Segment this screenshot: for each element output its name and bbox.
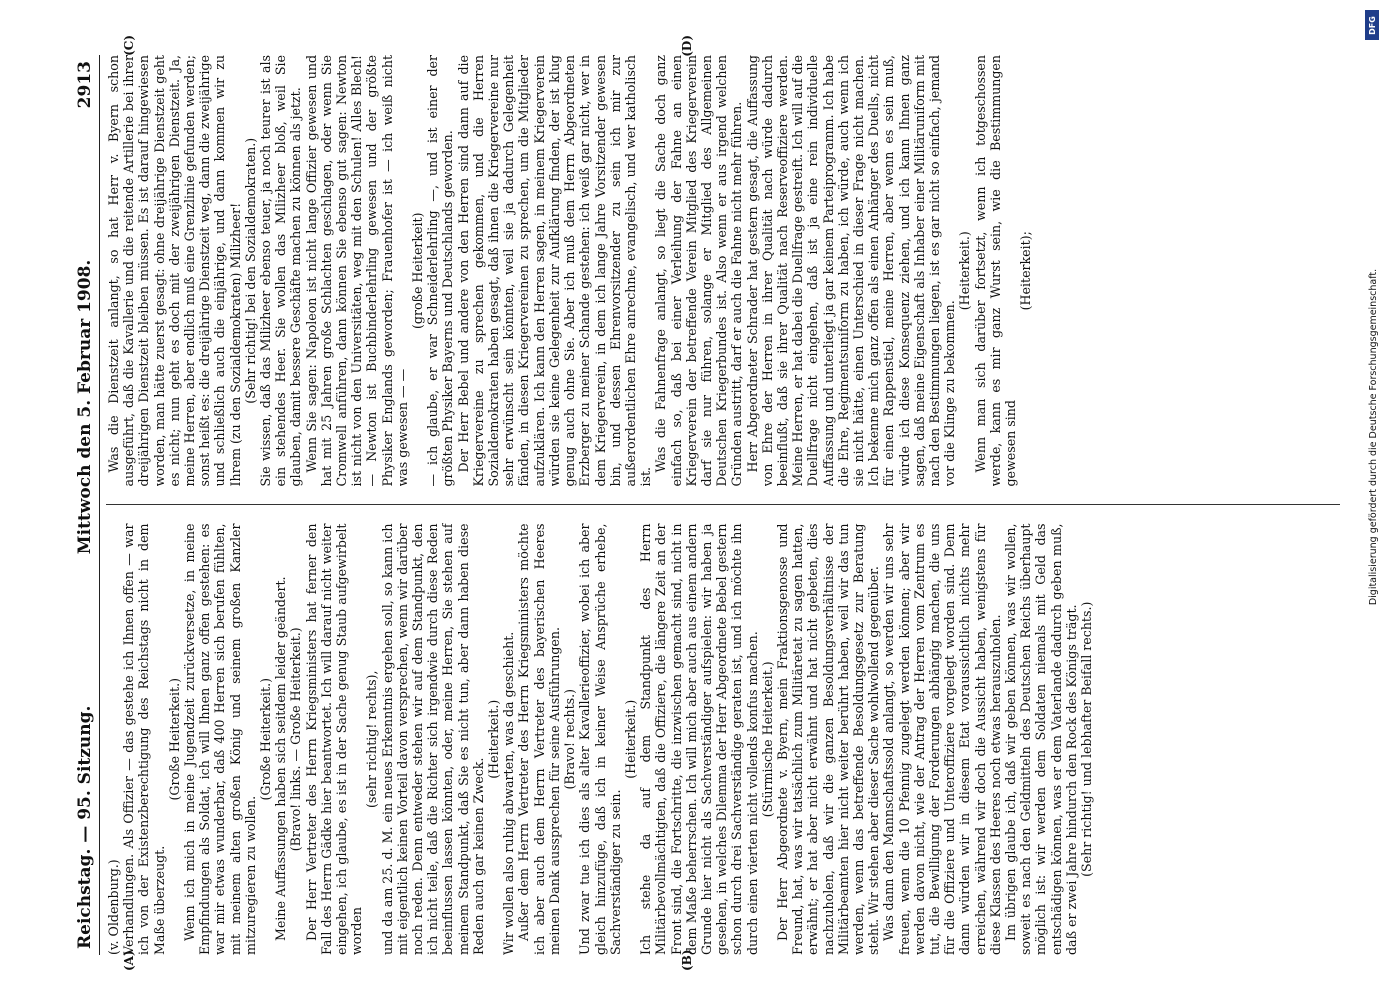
paragraph: — ich glaube, er war Schneiderlehrling —, und ist einer der größten Physiker Bayerns und Deutschlands geworden. xyxy=(425,55,456,487)
interjection: (Sehr richtig! bei den Sozialdemokraten.) xyxy=(242,137,258,404)
column-divider xyxy=(106,505,1340,506)
interjection: (Heiterkeit.) xyxy=(622,699,638,779)
paragraph: Herr Abgeordneter Schrader hat gestern gesagt, die Auffassung von Ehre der Herren in ihrer Qualität nach würde dadurch beeinflußt, daß sie ihrer Qualität nach Reserveoffiziere werden. Meine Herren, er hat dabei die Duellfrage gestreift. Ich will auf die Duellfrage nicht eingehen, daß ist ja eine rein individuelle Auffassung und unterliegt ja gar keinem Parteiprogramm. Ich habe die Ehre, Regimentsuniform zu haben, ich würde, auch wenn ich sie nicht hätte, einen Unterschied in dieser Frage nicht machen. Ich bekenne mich ganz offen als einen Anhänger des Duells, nicht für einen Rappenstiel, meine Herren, aber wenn es sein muß, würde ich diese Konsequenz ziehen, und ich kann Ihnen ganz sagen, daß meine Eigenschaft als Inhaber einer Militäruniform mit nach den Bestimmungen liegen, ist es gar nicht so einfach, jemand vor die Klinge zu bekommen. xyxy=(744,55,958,487)
margin-marker-a: (A) xyxy=(122,950,136,971)
interjection: (sehr richtig! rechts), xyxy=(364,670,380,808)
paragraph: Meine Auffassungen haben sich seitdem leider geändert. xyxy=(273,576,289,941)
interjection: (Große Heiterkeit.) xyxy=(258,677,274,801)
paragraph: Der Herr Bebel und andere von den Herren sind dann auf die Kriegervereine zu sprechen gekommen, und die Herren Sozialdemokraten haben gesagt, daß ihnen die Kriegervereine nur sehr erwünscht sein könnten, weil sie ja dadurch Gelegenheit fänden, in diesen Kriegervereinen zu sprechen, um die Mitglieder aufzuklären. Ich kann den Herren sagen, in meinem Kriegerverein würden sie keine Gelegenheit zur Aufklärung finden, der ist klug genug auch ohne Sie. Aber ich muß dem Herrn Abgeordneten Erzberger zu meiner Schande gestehen: ich weiß gar nicht, wer in dem Kriegerverein, in dem ich lange Jahre Vorsitzender gewesen bin, und dessen Ehrenvorsitzender zu sein ich mir zur außerordentlichen Ehre anrechne, evangelisch, und wer katholisch ist. xyxy=(455,55,654,487)
margin-marker-c: (C) xyxy=(122,35,136,56)
interjection: (Sehr richtig! und lebhafter Beifall rechts.) xyxy=(1079,601,1094,877)
paragraph: Was die Dienstzeit anlangt, so hat Herr v. Byern schon ausgeführt, daß die Kavallerie und die reitende Artillerie bei ihrer dreijährigen Dienstzeit bleiben müssen. Es ist darauf hingewiesen worden, man hätte zuerst gesagt: ohne dreijährige Dienstzeit geht es nicht; nun geht es doch mit der zweijährigen Dienstzeit. Ja, meine Herren, aber endlich muß eine Grenzlinie gefunden werden; sonst heißt es: die dreijährige Dienstzeit weg, dann die zweijährige und schließlich auch die einjährige, und dann kommen wir zu Ihrem (zu den Sozialdemokraten) Milizheer! xyxy=(106,55,243,487)
rotated-page xyxy=(60,35,1340,971)
paragraph: und da am 25. d. M. ein neues Erkenntnis ergehen soll, so kann ich mit eigentlich keinen Vorteil davon versprechen, wenn wir darüber noch reden. Denn entweder stehen wir auf dem Standpunkt, den ich nicht teile, daß die Richter sich irgendwie durch diese Reden beeinflussen lassen könnten, oder, meine Herren, Sie stehen auf meinem Standpunkt, daß Sie es nicht tun, aber dann haben diese Reden auch gar keinen Zweck. xyxy=(379,523,486,955)
interjection: (große Heiterkeit) xyxy=(410,212,426,330)
text-columns xyxy=(106,55,1340,955)
running-head xyxy=(60,55,100,955)
dfg-logo xyxy=(1365,10,1379,40)
paragraph: Wenn man sich darüber fortsetzt, wenn ich totgeschossen werde, kann es mir ganz Wurst sein, wie die Bestimmungen gewesen sind xyxy=(972,55,1018,487)
left-column xyxy=(106,524,1340,956)
paragraph: Und zwar tue ich dies als alter Kavallerieoffizier, wobei ich aber gleich hinzufüge, daß ich in keiner Weise Ansprüche erhebe, Sachverständiger zu sein. xyxy=(577,523,623,955)
paragraph: Ich stehe da auf dem Standpunkt des Herrn Militärbevollmächtigten, daß die Offiziere, die längere Zeit an der Front sind, die Fortschritte, die inzwischen gemacht sind, nicht in dem Maße beherrschen. Ich will mich aber auch aus einem andern Grunde hier nicht als Sachverständiger aufspielen: wir haben ja gesehen, in welches Dilemma der Herr Abgeordnete Bebel gestern schon durch drei Sachverständige geraten ist, und ich möchte ihn durch einen vierten nicht vollends konfus machen. xyxy=(638,523,760,955)
page-number: 2913 xyxy=(75,61,95,109)
interjection: (Heiterkeit.) xyxy=(486,699,502,779)
paragraph: (v. Oldenburg.) xyxy=(106,859,121,955)
paragraph: Verhandlungen. Als Offizier — das gestehe ich Ihnen offen — war ich von der Existenzberechtigung des Reichstags nicht in dem Maße überzeugt. xyxy=(121,523,167,955)
header-date: Mittwoch den 5. Februar 1908. xyxy=(75,259,95,555)
interjection: (Heiterkeit.) xyxy=(957,231,973,311)
paragraph: Sie wissen, daß das Milizheer ebenso teuer, ja noch teurer ist als ein stehendes Heer. Sie wollen das Milizheer bloß, weil Sie glauben, damit bessere Geschäfte machen zu können als jetzt. xyxy=(258,55,304,487)
header-left: Reichstag. — 95. Sitzung. xyxy=(75,705,95,949)
paragraph: Was die Fahnenfrage anlangt, so liegt die Sache doch ganz einfach so, daß bei einer Verleihung der Fahne an einen Kriegerverein der betreffende Verein Mitglied des Kriegerverein darf sie nur führen, solange er Mitglied des Allgemeinen Deutschen Kriegerbundes ist. Also wenn er aus irgend welchen Gründen austritt, darf er auch die Fahne nicht mehr führen. xyxy=(653,55,745,487)
right-column xyxy=(106,55,1340,487)
interjection: (Bravo! links. — Große Heiterkeit.) xyxy=(288,627,304,852)
paragraph: Wenn ich mich in meine Jugendzeit zurückversetze, in meine Empfindungen als Soldat, ich will Ihnen ganz offen gestehen: es war mir etwas wunderbar, daß 400 Herren sich berufen fühlten, mit meinem alten großen König und seinem großen Kanzler mitzuregieren zu wollen. xyxy=(182,523,258,955)
margin-marker-b: (B) xyxy=(680,949,694,971)
paragraph: Außer dem Herrn Vertreter des Herrn Kriegsministers möchte ich aber auch dem Herrn Vertreter des bayerischen Heeres meinen Dank aussprechen für seine Ausführungen. xyxy=(516,523,562,955)
interjection: (Heiterkeit); xyxy=(1018,231,1034,311)
dfg-logo-text: DFG xyxy=(1367,15,1377,35)
digitization-strip xyxy=(1365,10,1379,990)
paragraph: Wir wollen also ruhig abwarten, was da geschieht. xyxy=(501,631,517,955)
paragraph: Im übrigen glaube ich, daß wir geben können, was wir wollen, soweit es nach den Geldmitteln des Deutschen Reichs überhaupt möglich ist: wir werden dem Soldaten niemals mit Geld das entschädigen können, was er dem Vaterlande dadurch geben muß, daß er zwei Jahre hindurch den Rock des Königs trägt. xyxy=(1002,523,1079,955)
digitization-credit: Digitalisierung gefördert durch die Deutsche Forschungsgemeinschaft. xyxy=(1368,268,1379,606)
interjection: (Bravo! rechts.) xyxy=(562,688,578,790)
interjection: (Große Heiterkeit.) xyxy=(166,677,182,801)
interjection: (Stürmische Heiterkeit.) xyxy=(759,661,775,818)
paragraph: Was dann den Mannschaftssold anlangt, so werden wir uns sehr freuen, wenn die 10 Pfennig zugelegt werden können; aber wir werden davon nicht, wie der Antrag der Herren vom Zentrum es tut, die Bewilligung der Forderungen abhängig machen, die uns für die Offiziere und Unteroffiziere vorgelegt worden sind. Denn dann würden wir in diesem Etat voraussichtlich nichts mehr erreichen, während wir doch die Aussicht haben, wenigstens für diese Klassen des Heeres noch etwas herauszuholen. xyxy=(881,523,1003,955)
paragraph: Wenn Sie sagen: Napoleon ist nicht lange Offizier gewesen und hat mit 25 Jahren große Schlachten geschlagen, oder wenn Sie Cromwell anführen, dann können Sie ebenso gut sagen: Newton ist nicht von den Universitäten, weg mit den Schulen! Alles Blech! — Newton ist Buchbinderlehrling gewesen und der größte Physiker Englands geworden; Frauenhofer ist — ich weiß nicht was gewesen — — xyxy=(303,55,410,487)
paragraph: Der Herr Abgeordnete v. Byern, mein Fraktionsgenosse und Freund, hat, was wir tatsächlich zum Militäretat zu sagen hatten, erwähnt; er hat aber nicht erwähnt und hat nicht gebeten, dies nachzuholen, daß wir die ganzen Besoldungsverhältnisse der Militärbeamten hier nicht weiter berührt haben, weil wir das tun werden, wenn das betreffende Besoldungsgesetz zur Beratung steht. Wir stehen aber dieser Sache wohlwollend gegenüber. xyxy=(774,523,882,955)
paragraph: Der Herr Vertreter des Herrn Kriegsministers hat ferner den Fall des Herrn Gädke hier beantwortet. Ich will darauf nicht weiter eingehen, ich glaube, es ist in der Sache genug Staub aufgewirbelt worden xyxy=(303,523,365,955)
margin-marker-d: (D) xyxy=(680,35,694,57)
